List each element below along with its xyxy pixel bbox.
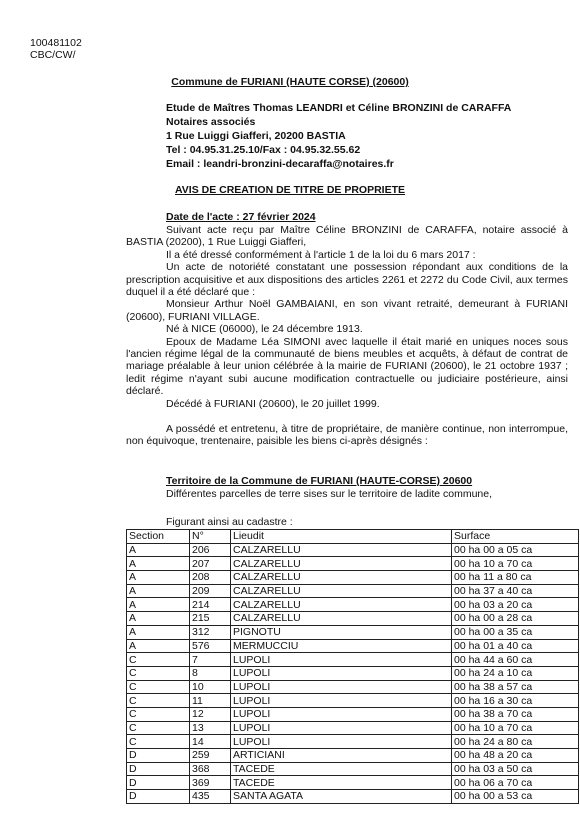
cell-lieudit: CALZARELLU — [231, 557, 452, 571]
cell-surface: 00 ha 38 a 70 ca — [452, 707, 579, 721]
cell-section: D — [127, 749, 190, 763]
cell-section: A — [127, 543, 190, 557]
table-row — [127, 749, 579, 763]
cell-lieudit: LUPOLI — [231, 735, 452, 749]
table-row — [127, 694, 579, 708]
cell-numero: 7 — [190, 653, 231, 667]
cell-section: C — [127, 735, 190, 749]
table-row — [127, 666, 579, 680]
etude-block — [166, 101, 511, 171]
table-row — [127, 625, 579, 639]
cell-section: D — [127, 790, 190, 804]
cell-lieudit: LUPOLI — [231, 721, 452, 735]
cell-lieudit: ARTICIANI — [231, 749, 452, 763]
table-row — [127, 680, 579, 694]
commune-title: Commune de FURIANI (HAUTE CORSE) (20600) — [171, 76, 409, 88]
cell-section: C — [127, 666, 190, 680]
cell-surface: 00 ha 06 a 70 ca — [452, 776, 579, 790]
reference-block — [30, 37, 82, 61]
cell-lieudit: SANTA AGATA — [231, 790, 452, 804]
etude-subtitle: Notaires associés — [166, 116, 256, 128]
cell-surface: 00 ha 00 a 28 ca — [452, 612, 579, 626]
cell-lieudit: PIGNOTU — [231, 625, 452, 639]
etude-email: Email : leandri-bronzini-decaraffa@notaires.fr — [166, 158, 394, 170]
paragraph: Il a été dressé conformément à l'article 1 de la loi du 6 mars 2017 : — [166, 248, 476, 261]
cell-lieudit: CALZARELLU — [231, 543, 452, 557]
cadastre-intro: Figurant ainsi au cadastre : — [166, 516, 293, 528]
cell-surface: 00 ha 10 a 70 ca — [452, 721, 579, 735]
cell-surface: 00 ha 00 a 05 ca — [452, 543, 579, 557]
cell-section: C — [127, 721, 190, 735]
cell-section: D — [127, 776, 190, 790]
cell-section: A — [127, 639, 190, 653]
cell-surface: 00 ha 03 a 50 ca — [452, 762, 579, 776]
header-numero: N° — [190, 530, 231, 544]
cell-numero: 576 — [190, 639, 231, 653]
table-header-row — [127, 530, 579, 544]
cell-surface: 00 ha 24 a 80 ca — [452, 735, 579, 749]
table-row — [127, 762, 579, 776]
cell-section: A — [127, 598, 190, 612]
territoire-title: Territoire de la Commune de FURIANI (HAUTE-CORSE) 20600 — [166, 475, 473, 487]
cell-numero: 259 — [190, 749, 231, 763]
cell-lieudit: LUPOLI — [231, 666, 452, 680]
table-row — [127, 598, 579, 612]
paragraph: Décédé à FURIANI (20600), le 20 juillet 1999. — [166, 397, 380, 410]
cell-section: C — [127, 707, 190, 721]
cell-numero: 8 — [190, 666, 231, 680]
table-row — [127, 735, 579, 749]
cell-lieudit: LUPOLI — [231, 653, 452, 667]
cell-numero: 369 — [190, 776, 231, 790]
table-row — [127, 653, 579, 667]
table-row — [127, 543, 579, 557]
cell-lieudit: LUPOLI — [231, 694, 452, 708]
cadastre-rows — [127, 543, 579, 803]
cell-surface: 00 ha 00 a 35 ca — [452, 625, 579, 639]
etude-name: Etude de Maîtres Thomas LEANDRI et Céline BRONZINI de CARAFFA — [166, 102, 512, 114]
paragraph: Suivant acte reçu par Maître Céline BRONZINI de CARAFFA, notaire associé à BASTIA (20200), 1 Rue Luiggi Giafferi, — [126, 224, 568, 249]
date-acte: Date de l'acte : 27 février 2024 — [166, 211, 316, 223]
cell-numero: 215 — [190, 612, 231, 626]
cell-surface: 00 ha 24 a 10 ca — [452, 666, 579, 680]
cell-numero: 14 — [190, 735, 231, 749]
table-row — [127, 790, 579, 804]
cell-section: A — [127, 612, 190, 626]
cell-lieudit: TACEDE — [231, 762, 452, 776]
table-row — [127, 612, 579, 626]
cell-numero: 208 — [190, 571, 231, 585]
cell-section: A — [127, 557, 190, 571]
cell-lieudit: LUPOLI — [231, 680, 452, 694]
table-row — [127, 639, 579, 653]
cell-numero: 13 — [190, 721, 231, 735]
cell-lieudit: CALZARELLU — [231, 571, 452, 585]
body-text — [126, 224, 568, 447]
cell-surface: 00 ha 00 a 53 ca — [452, 790, 579, 804]
table-row — [127, 571, 579, 585]
cell-surface: 00 ha 11 a 80 ca — [452, 571, 579, 585]
cell-surface: 00 ha 10 a 70 ca — [452, 557, 579, 571]
cell-surface: 00 ha 44 a 60 ca — [452, 653, 579, 667]
cell-numero: 11 — [190, 694, 231, 708]
header-surface: Surface — [452, 530, 579, 544]
cell-lieudit: TACEDE — [231, 776, 452, 790]
cell-numero: 368 — [190, 762, 231, 776]
blank-line — [126, 410, 568, 422]
cell-section: C — [127, 653, 190, 667]
cell-lieudit: LUPOLI — [231, 707, 452, 721]
avis-title: AVIS DE CREATION DE TITRE DE PROPRIETE — [174, 184, 406, 196]
header-lieudit: Lieudit — [231, 530, 452, 544]
cell-lieudit: CALZARELLU — [231, 598, 452, 612]
cell-lieudit: CALZARELLU — [231, 612, 452, 626]
cell-surface: 00 ha 16 a 30 ca — [452, 694, 579, 708]
cell-surface: 00 ha 37 a 40 ca — [452, 584, 579, 598]
cell-numero: 435 — [190, 790, 231, 804]
table-row — [127, 776, 579, 790]
paragraph: Né à NICE (06000), le 24 décembre 1913. — [166, 323, 363, 336]
cell-numero: 214 — [190, 598, 231, 612]
etude-address: 1 Rue Luiggi Giafferi, 20200 BASTIA — [166, 130, 346, 142]
cell-section: D — [127, 762, 190, 776]
cell-numero: 312 — [190, 625, 231, 639]
cell-section: A — [127, 625, 190, 639]
paragraph: Monsieur Arthur Noël GAMBAIANI, en son vivant retraité, demeurant à FURIANI (20600), FURIANI VILLAGE. — [126, 298, 568, 323]
cell-numero: 207 — [190, 557, 231, 571]
cell-section: C — [127, 694, 190, 708]
etude-phone: Tel : 04.95.31.25.10/Fax : 04.95.32.55.62 — [166, 144, 361, 156]
cadastre-table — [126, 529, 579, 804]
reference-number: 100481102 — [30, 37, 82, 49]
table-row — [127, 557, 579, 571]
cell-numero: 209 — [190, 584, 231, 598]
reference-initials: CBC/CW/ — [30, 49, 76, 61]
paragraph: A possédé et entretenu, à titre de propriétaire, de manière continue, non interrompue, non équivoque, trentenaire, paisible les biens ci-après désignés : — [126, 422, 568, 447]
cell-numero: 206 — [190, 543, 231, 557]
cell-numero: 12 — [190, 707, 231, 721]
cell-numero: 10 — [190, 680, 231, 694]
cell-lieudit: MERMUCCIU — [231, 639, 452, 653]
header-section: Section — [127, 530, 190, 544]
cell-lieudit: CALZARELLU — [231, 584, 452, 598]
paragraph: Epoux de Madame Léa SIMONI avec laquelle il était marié en uniques noces sous l'ancien régime légal de la communauté de biens meubles et acquêts, à défaut de contrat de mariage préalable à leur union célébrée à la mairie de FURIANI (20600), le 21 octobre 1937 ; ledit régime n'ayant subi aucune modification contractuelle ou judiciaire postérieure, ainsi déclaré. — [126, 335, 568, 398]
paragraph: Un acte de notoriété constatant une possession répondant aux conditions de la prescription acquisitive et aux dispositions des articles 2261 et 2272 du Code Civil, aux termes duquel il a été déclaré que : — [126, 261, 568, 299]
table-row — [127, 721, 579, 735]
table-row — [127, 707, 579, 721]
cell-surface: 00 ha 38 a 57 ca — [452, 680, 579, 694]
cell-surface: 00 ha 03 a 20 ca — [452, 598, 579, 612]
cell-section: C — [127, 680, 190, 694]
table-row — [127, 584, 579, 598]
cell-surface: 00 ha 48 a 20 ca — [452, 749, 579, 763]
cell-section: A — [127, 571, 190, 585]
parcelles-description: Différentes parcelles de terre sises sur le territoire de ladite commune, — [166, 488, 493, 500]
cell-surface: 00 ha 01 a 40 ca — [452, 639, 579, 653]
cell-section: A — [127, 584, 190, 598]
